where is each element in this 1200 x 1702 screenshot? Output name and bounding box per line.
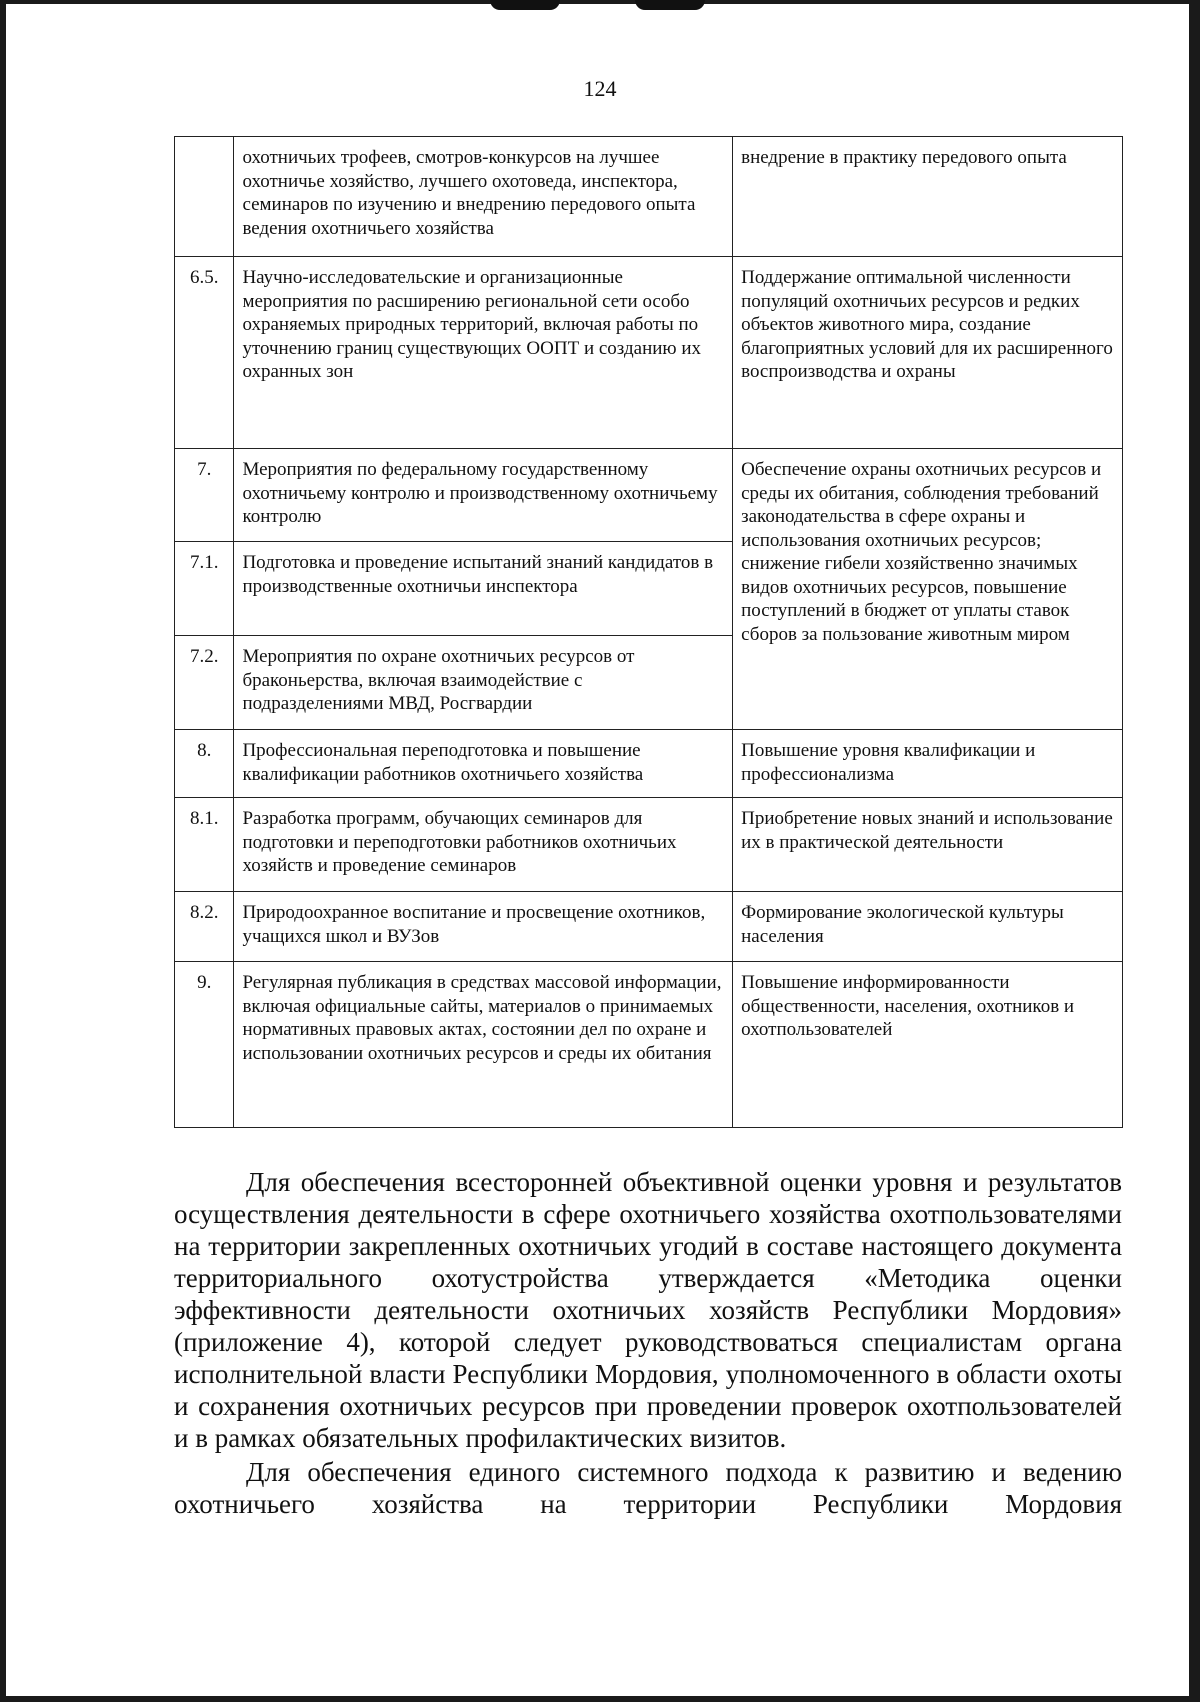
paragraph: Для обеспечения единого системного подхода к развитию и ведению охотничьего хозяйства на территории Республики Мордовия	[174, 1457, 1122, 1519]
table-row	[175, 962, 1123, 1128]
row-number: 9.	[175, 962, 234, 1128]
row-number: 7.	[175, 449, 234, 542]
result-cell: внедрение в практику передового опыта	[733, 137, 1123, 257]
page-number: 124	[583, 76, 617, 101]
table-row	[175, 137, 1123, 257]
result-cell: Формирование экологической культуры населения	[733, 892, 1123, 962]
body-text	[174, 1166, 1122, 1520]
row-number	[175, 137, 234, 257]
activities-table	[174, 136, 1123, 1128]
table-row	[175, 257, 1123, 449]
row-number: 8.	[175, 730, 234, 798]
row-number: 7.2.	[175, 636, 234, 730]
table-row	[175, 730, 1123, 798]
result-cell: Поддержание оптимальной численности популяций охотничьих ресурсов и редких объектов животного мира, создание благоприятных условий для их расширенного воспроизводства и охраны	[733, 257, 1123, 449]
scan-binder-mark	[490, 0, 560, 10]
table-row	[175, 892, 1123, 962]
activity-cell: Мероприятия по охране охотничьих ресурсов от браконьерства, включая взаимодействие с подразделениями МВД, Росгвардии	[234, 636, 733, 730]
activity-cell: Профессиональная переподготовка и повышение квалификации работников охотничьего хозяйства	[234, 730, 733, 798]
activity-cell: Разработка программ, обучающих семинаров для подготовки и переподготовки работников охотничьих хозяйств и проведение семинаров	[234, 798, 733, 892]
activity-cell: охотничьих трофеев, смотров-конкурсов на лучшее охотничье хозяйство, лучшего охотоведа, инспектора, семинаров по изучению и внедрению передового опыта ведения охотничьего хозяйства	[234, 137, 733, 257]
activity-cell: Природоохранное воспитание и просвещение охотников, учащихся школ и ВУЗов	[234, 892, 733, 962]
result-cell: Повышение уровня квалификации и профессионализма	[733, 730, 1123, 798]
activity-cell: Мероприятия по федеральному государственному охотничьему контролю и производственному охотничьему контролю	[234, 449, 733, 542]
row-number: 6.5.	[175, 257, 234, 449]
row-number: 7.1.	[175, 542, 234, 636]
paragraph: Для обеспечения всесторонней объективной оценки уровня и результатов осуществления деятельности в сфере охотничьего хозяйства охотпользователями на территории закрепленных охотничьих угодий в составе настоящего документа территориального охотустройства утверждается «Методика оценки эффективности деятельности охотничьих хозяйств Республики Мордовия» (приложение 4), которой следует руководствоваться специалистам органа исполнительной власти Республики Мордовия, уполномоченного в области охоты и сохранения охотничьих ресурсов при проведении проверок охотпользователей и в рамках обязательных профилактических визитов.	[174, 1167, 1122, 1453]
result-cell: Повышение информированности общественности, населения, охотников и охотпользователей	[733, 962, 1123, 1128]
table-row	[175, 798, 1123, 892]
scan-binder-mark	[635, 0, 705, 10]
row-number: 8.1.	[175, 798, 234, 892]
result-cell-merged: Обеспечение охраны охотничьих ресурсов и среды их обитания, соблюдения требований законодательства в сфере охраны и использования охотничьих ресурсов; снижение гибели хозяйственно значимых видов охотничьих ресурсов, повышение поступлений в бюджет от уплаты ставок сборов за пользование животным миром	[733, 449, 1123, 730]
result-cell: Приобретение новых знаний и использование их в практической деятельности	[733, 798, 1123, 892]
table-row	[175, 449, 1123, 542]
row-number: 8.2.	[175, 892, 234, 962]
activity-cell: Подготовка и проведение испытаний знаний кандидатов в производственные охотничьи инспектора	[234, 542, 733, 636]
activity-cell: Регулярная публикация в средствах массовой информации, включая официальные сайты, материалов о принимаемых нормативных правовых актах, состоянии дел по охране и использовании охотничьих ресурсов и среды их обитания	[234, 962, 733, 1128]
activity-cell: Научно-исследовательские и организационные мероприятия по расширению региональной сети особо охраняемых природных территорий, включая работы по уточнению границ существующих ООПТ и созданию их охранных зон	[234, 257, 733, 449]
